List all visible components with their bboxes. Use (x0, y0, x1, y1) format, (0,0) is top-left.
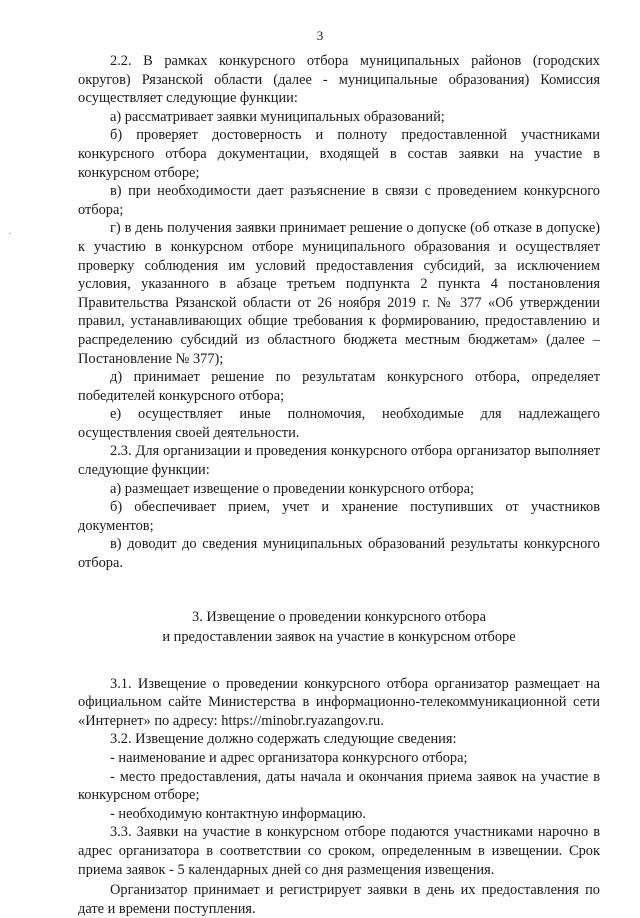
list-item-3-2-3: - необходимую контактную информацию. (110, 805, 366, 822)
section-heading-line1: 3. Извещение о проведении конкурсного отбора (192, 608, 486, 625)
paragraph-organizer: Организатор принимает и регистрирует заявки в день их предоставления по дате и времени поступления. (78, 882, 600, 917)
item-2-2-e: е) осуществляет иные полномочия, необходимые для надлежащего осуществления своей деятельности. (78, 406, 600, 441)
item-2-3-a: а) размещает извещение о проведении конкурсного отбора; (110, 480, 474, 497)
margin-mark: · (8, 226, 12, 240)
paragraph-3-3: 3.3. Заявки на участие в конкурсном отборе подаются участниками нарочно в адрес организатора в соответствии со сроком, определенным в извещении. Срок приема заявок - 5 календарных дней со дня размещения извещения. (78, 824, 600, 878)
paragraph-2-2: 2.2. В рамках конкурсного отбора муниципальных районов (городских округов) Рязанской области (далее - муниципальные образования) Комиссия осуществляет следующие функции: (78, 53, 600, 107)
paragraph-2-3: 2.3. Для организации и проведения конкурсного отбора организатор выполняет следующие функции: (78, 443, 600, 479)
list-item-3-2-2: - место предоставления, даты начала и окончания приема заявок на участие в конкурсном отборе; (78, 768, 600, 804)
item-2-3-b: б) обеспечивает прием, учет и хранение поступивших от участников документов; (78, 499, 600, 534)
item-2-2-g: г) в день получения заявки принимает решение о допуске (об отказе в допуске) к участию в конкурсном отборе муниципального образования и осуществляет проверку соблюдения им условий предоставления субсидий, за исключением условия, указанного в абзаце третьем подпункта 2 пункта 4 постановления Правительства Рязанской области от 26 ноября 2019 г. № 377 «Об утверждении правил, устанавливающих общие требования к формированию, предоставлению и распределению субсидий из областного бюджета местным бюджетам» (далее – Постановление № 377); (78, 220, 600, 367)
item-2-2-d: д) принимает решение по результатам конкурсного отбора, определяет победителей конкурсного отбора; (78, 369, 600, 404)
item-2-2-b: б) проверяет достоверность и полноту предоставленной участниками конкурсного отбора документации, входящей в состав заявки на участие в конкурсном отборе; (78, 127, 600, 181)
item-2-3-v: в) доводит до сведения муниципальных образований результаты конкурсного отбора. (78, 536, 600, 572)
section-heading-line2: и предоставлении заявок на участие в конкурсном отборе (162, 628, 516, 645)
paragraph-3-1: 3.1. Извещение о проведении конкурсного отбора организатор размещает на официальном сайте Министерства в информационно-телекоммуникационной сети «Интернет» по адресу: https://minobr.ryazangov.ru. (78, 675, 600, 729)
item-2-2-v: в) при необходимости дает разъяснение в связи с проведением конкурсного отбора; (78, 183, 600, 218)
paragraph-3-2: 3.2. Извещение должно содержать следующие сведения: (110, 731, 457, 748)
section-heading (78, 607, 600, 647)
list-item-3-2-1: - наименование и адрес организатора конкурсного отбора; (110, 750, 468, 766)
page-number: 3 (316, 28, 324, 43)
document-body (78, 52, 600, 918)
item-2-2-a: а) рассматривает заявки муниципальных образований; (110, 108, 445, 125)
